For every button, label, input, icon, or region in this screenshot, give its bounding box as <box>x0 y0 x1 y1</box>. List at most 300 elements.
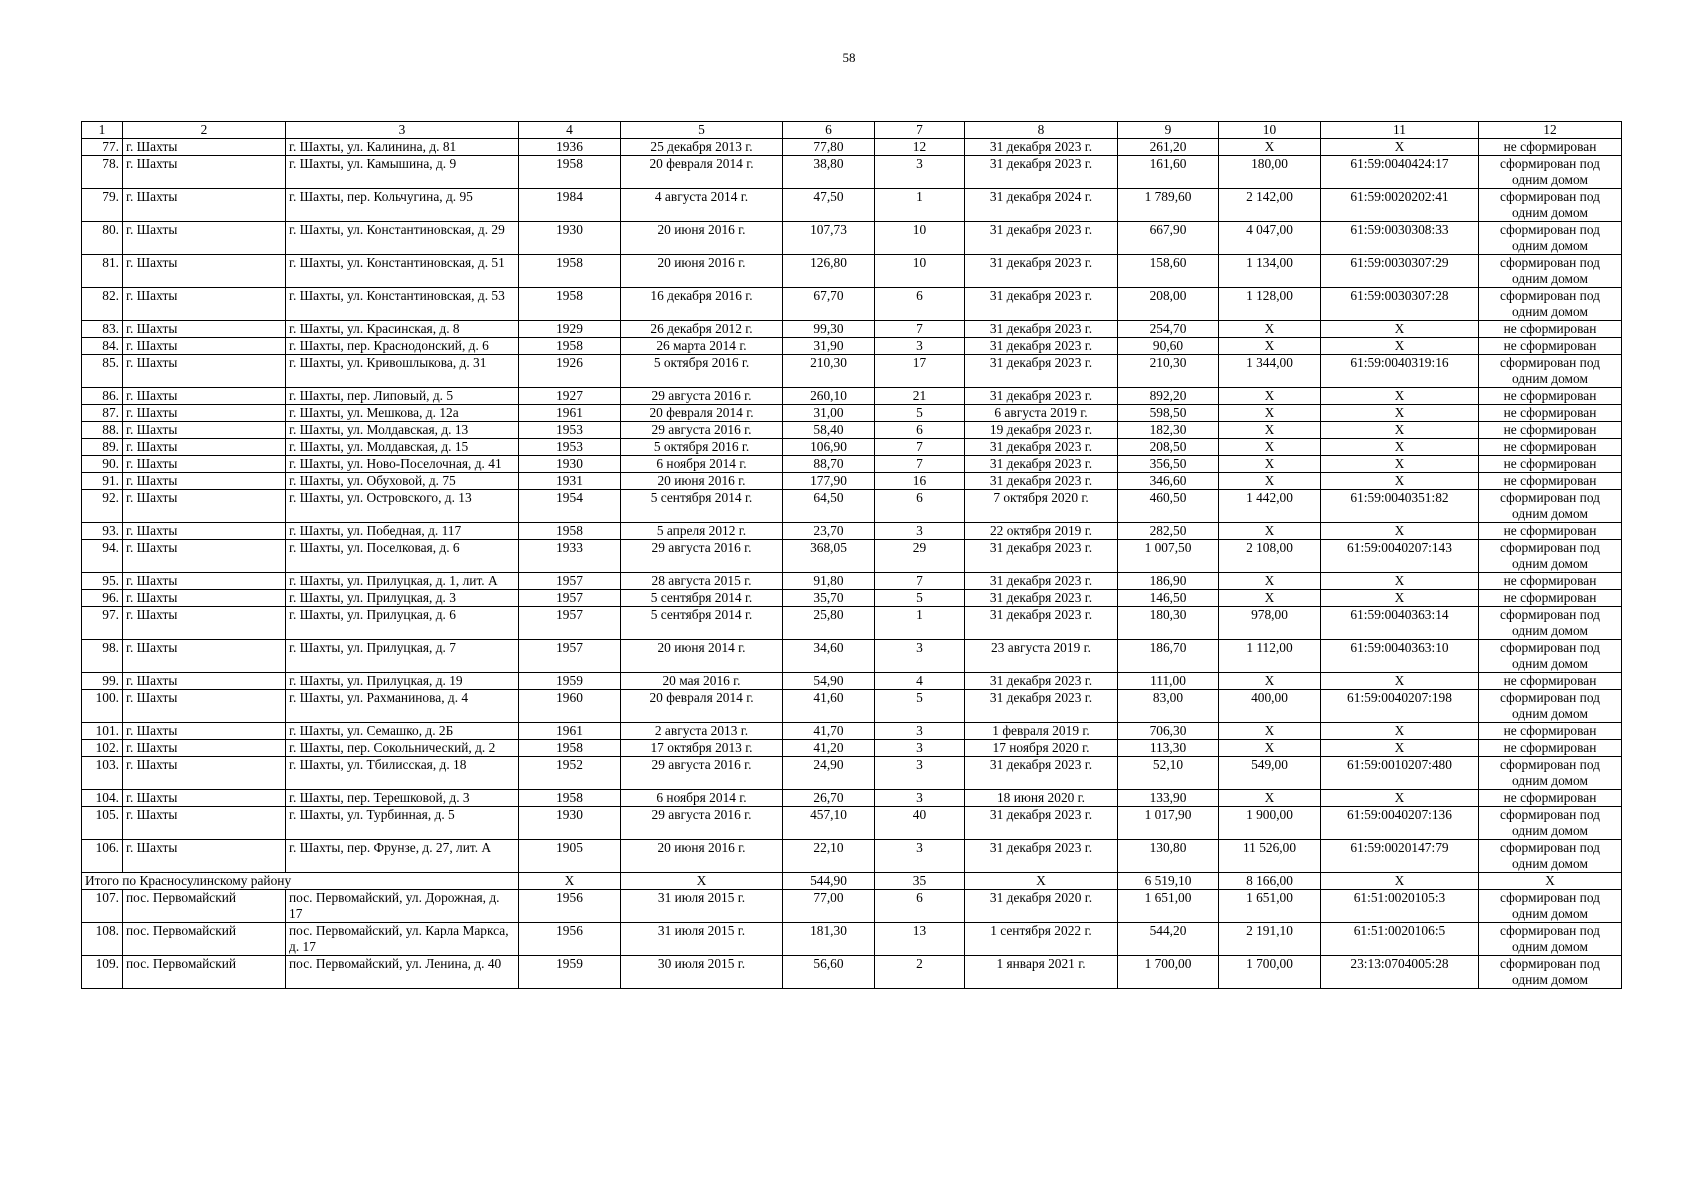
table-row <box>82 439 1622 456</box>
table-cell: X <box>1321 338 1479 355</box>
table-cell: 2 108,00 <box>1219 540 1321 573</box>
table-row <box>82 255 1622 288</box>
table-cell: сформирован под одним домом <box>1479 757 1622 790</box>
table-cell: г. Шахты <box>123 523 286 540</box>
table-cell: 1 700,00 <box>1219 956 1321 989</box>
table-cell: сформирован под одним домом <box>1479 540 1622 573</box>
table-cell: 1 февраля 2019 г. <box>965 723 1118 740</box>
table-cell: 5 октября 2016 г. <box>621 439 783 456</box>
table-cell: 25 декабря 2013 г. <box>621 139 783 156</box>
table-cell: г. Шахты <box>123 640 286 673</box>
table-row <box>82 139 1622 156</box>
table-cell: 7 октября 2020 г. <box>965 490 1118 523</box>
table-cell: 31 декабря 2023 г. <box>965 807 1118 840</box>
table-cell: 1 700,00 <box>1118 956 1219 989</box>
table-cell: 31 декабря 2023 г. <box>965 757 1118 790</box>
table-cell: 1957 <box>519 607 621 640</box>
table-cell: X <box>1219 321 1321 338</box>
table-cell: г. Шахты <box>123 222 286 255</box>
table-cell: 208,50 <box>1118 439 1219 456</box>
table-cell: 6 <box>875 288 965 321</box>
table-cell: г. Шахты <box>123 439 286 456</box>
column-number-header-row <box>82 122 1622 139</box>
table-cell: 17 октября 2013 г. <box>621 740 783 757</box>
table-cell: 181,30 <box>783 923 875 956</box>
table-cell: 77,00 <box>783 890 875 923</box>
table-cell: не сформирован <box>1479 740 1622 757</box>
row-number-cell: 98. <box>82 640 123 673</box>
row-number-cell: 78. <box>82 156 123 189</box>
table-cell: 5 сентября 2014 г. <box>621 490 783 523</box>
table-cell: 20 июня 2016 г. <box>621 255 783 288</box>
table-cell: не сформирован <box>1479 405 1622 422</box>
row-number-cell: 85. <box>82 355 123 388</box>
table-cell: 1956 <box>519 923 621 956</box>
table-cell: 41,60 <box>783 690 875 723</box>
row-number-cell: 81. <box>82 255 123 288</box>
table-cell: 6 <box>875 490 965 523</box>
table-cell: 598,50 <box>1118 405 1219 422</box>
table-row <box>82 321 1622 338</box>
total-cell: 8 166,00 <box>1219 873 1321 890</box>
total-cell: 35 <box>875 873 965 890</box>
table-cell: 20 февраля 2014 г. <box>621 405 783 422</box>
table-cell: X <box>1321 673 1479 690</box>
row-number-cell: 109. <box>82 956 123 989</box>
table-cell: 1961 <box>519 405 621 422</box>
table-cell: не сформирован <box>1479 790 1622 807</box>
table-row <box>82 807 1622 840</box>
row-number-cell: 88. <box>82 422 123 439</box>
table-cell: 61:59:0040363:14 <box>1321 607 1479 640</box>
table-cell: 38,80 <box>783 156 875 189</box>
table-cell: сформирован под одним домом <box>1479 288 1622 321</box>
row-number-cell: 91. <box>82 473 123 490</box>
row-number-cell: 89. <box>82 439 123 456</box>
table-cell: 77,80 <box>783 139 875 156</box>
table-cell: г. Шахты <box>123 288 286 321</box>
table-cell: 23 августа 2019 г. <box>965 640 1118 673</box>
row-number-cell: 95. <box>82 573 123 590</box>
table-cell: 113,30 <box>1118 740 1219 757</box>
table-cell: 186,90 <box>1118 573 1219 590</box>
table-cell: 2 <box>875 956 965 989</box>
table-row <box>82 456 1622 473</box>
table-cell: 88,70 <box>783 456 875 473</box>
table-cell: г. Шахты, пер. Кольчугина, д. 95 <box>286 189 519 222</box>
table-cell: г. Шахты, ул. Прилуцкая, д. 1, лит. А <box>286 573 519 590</box>
table-cell: 20 июня 2014 г. <box>621 640 783 673</box>
table-cell: X <box>1321 388 1479 405</box>
table-cell: 3 <box>875 790 965 807</box>
table-cell: X <box>1321 723 1479 740</box>
table-row <box>82 288 1622 321</box>
table-cell: 3 <box>875 523 965 540</box>
table-cell: г. Шахты, пер. Фрунзе, д. 27, лит. А <box>286 840 519 873</box>
table-cell: г. Шахты <box>123 338 286 355</box>
table-cell: X <box>1321 422 1479 439</box>
table-cell: X <box>1219 338 1321 355</box>
table-cell: X <box>1219 439 1321 456</box>
table-cell: 4 августа 2014 г. <box>621 189 783 222</box>
table-row <box>82 523 1622 540</box>
table-cell: 6 ноября 2014 г. <box>621 456 783 473</box>
table-cell: 31 декабря 2023 г. <box>965 456 1118 473</box>
table-cell: 1957 <box>519 573 621 590</box>
table-cell: сформирован под одним домом <box>1479 189 1622 222</box>
table-cell: г. Шахты <box>123 840 286 873</box>
table-cell: 61:59:0040424:17 <box>1321 156 1479 189</box>
table-cell: 460,50 <box>1118 490 1219 523</box>
table-cell: 978,00 <box>1219 607 1321 640</box>
row-number-cell: 86. <box>82 388 123 405</box>
table-cell: 1959 <box>519 673 621 690</box>
table-cell: сформирован под одним домом <box>1479 490 1622 523</box>
table-cell: 31 декабря 2023 г. <box>965 139 1118 156</box>
table-cell: 1 442,00 <box>1219 490 1321 523</box>
table-row <box>82 388 1622 405</box>
table-cell: 1954 <box>519 490 621 523</box>
table-cell: 31 декабря 2023 г. <box>965 288 1118 321</box>
table-cell: 210,30 <box>1118 355 1219 388</box>
table-cell: сформирован под одним домом <box>1479 840 1622 873</box>
table-cell: г. Шахты <box>123 573 286 590</box>
table-cell: 61:59:0040319:16 <box>1321 355 1479 388</box>
table-cell: 210,30 <box>783 355 875 388</box>
table-cell: 64,50 <box>783 490 875 523</box>
row-number-cell: 94. <box>82 540 123 573</box>
table-row <box>82 540 1622 573</box>
header-cell: 3 <box>286 122 519 139</box>
table-row <box>82 956 1622 989</box>
row-number-cell: 99. <box>82 673 123 690</box>
header-cell: 1 <box>82 122 123 139</box>
table-cell: г. Шахты, ул. Прилуцкая, д. 7 <box>286 640 519 673</box>
table-cell: 1930 <box>519 807 621 840</box>
table-cell: X <box>1321 523 1479 540</box>
table-cell: г. Шахты <box>123 355 286 388</box>
row-number-cell: 84. <box>82 338 123 355</box>
table-cell: г. Шахты, ул. Константиновская, д. 51 <box>286 255 519 288</box>
table-cell: г. Шахты <box>123 156 286 189</box>
row-number-cell: 90. <box>82 456 123 473</box>
table-cell: 90,60 <box>1118 338 1219 355</box>
table-cell: 1930 <box>519 456 621 473</box>
table-cell: 1952 <box>519 757 621 790</box>
table-cell: не сформирован <box>1479 338 1622 355</box>
table-cell: 31 июля 2015 г. <box>621 923 783 956</box>
table-cell: X <box>1219 405 1321 422</box>
table-cell: 6 августа 2019 г. <box>965 405 1118 422</box>
table-cell: 106,90 <box>783 439 875 456</box>
table-cell: г. Шахты, ул. Константиновская, д. 29 <box>286 222 519 255</box>
table-cell: 161,60 <box>1118 156 1219 189</box>
row-number-cell: 102. <box>82 740 123 757</box>
table-cell: 31 декабря 2023 г. <box>965 439 1118 456</box>
table-cell: г. Шахты <box>123 540 286 573</box>
table-cell: 31 декабря 2023 г. <box>965 573 1118 590</box>
table-cell: 261,20 <box>1118 139 1219 156</box>
table-cell: сформирован под одним домом <box>1479 222 1622 255</box>
table-row <box>82 923 1622 956</box>
table-cell: 10 <box>875 222 965 255</box>
table-cell: г. Шахты <box>123 757 286 790</box>
table-cell: X <box>1219 139 1321 156</box>
table-cell: 31 декабря 2023 г. <box>965 156 1118 189</box>
table-cell: 61:59:0040207:198 <box>1321 690 1479 723</box>
total-row <box>82 873 1622 890</box>
table-cell: г. Шахты <box>123 673 286 690</box>
table-cell: X <box>1321 405 1479 422</box>
table-cell: 1956 <box>519 890 621 923</box>
table-cell: не сформирован <box>1479 439 1622 456</box>
table-cell: 20 июня 2016 г. <box>621 222 783 255</box>
table-cell: г. Шахты <box>123 189 286 222</box>
table-cell: г. Шахты, пер. Терешковой, д. 3 <box>286 790 519 807</box>
table-cell: сформирован под одним домом <box>1479 690 1622 723</box>
table-cell: 29 августа 2016 г. <box>621 757 783 790</box>
table-cell: 7 <box>875 456 965 473</box>
table-cell: 133,90 <box>1118 790 1219 807</box>
table-cell: г. Шахты, ул. Мешкова, д. 12а <box>286 405 519 422</box>
table-cell: 1 января 2021 г. <box>965 956 1118 989</box>
table-cell: X <box>1321 456 1479 473</box>
table-cell: 20 мая 2016 г. <box>621 673 783 690</box>
header-cell: 5 <box>621 122 783 139</box>
table-cell: 1926 <box>519 355 621 388</box>
table-cell: г. Шахты, ул. Константиновская, д. 53 <box>286 288 519 321</box>
table-cell: 18 июня 2020 г. <box>965 790 1118 807</box>
table-cell: 19 декабря 2023 г. <box>965 422 1118 439</box>
table-cell: сформирован под одним домом <box>1479 607 1622 640</box>
table-cell: 4 <box>875 673 965 690</box>
table-cell: X <box>1321 740 1479 757</box>
table-cell: 1959 <box>519 956 621 989</box>
table-cell: 17 ноября 2020 г. <box>965 740 1118 757</box>
row-number-cell: 101. <box>82 723 123 740</box>
table-cell: г. Шахты, ул. Островского, д. 13 <box>286 490 519 523</box>
table-cell: 1 134,00 <box>1219 255 1321 288</box>
table-cell: 52,10 <box>1118 757 1219 790</box>
table-cell: 549,00 <box>1219 757 1321 790</box>
registry-table <box>81 121 1622 989</box>
row-number-cell: 83. <box>82 321 123 338</box>
table-cell: 1 112,00 <box>1219 640 1321 673</box>
table-cell: 20 февраля 2014 г. <box>621 690 783 723</box>
row-number-cell: 82. <box>82 288 123 321</box>
table-cell: 1 007,50 <box>1118 540 1219 573</box>
table-cell: 1929 <box>519 321 621 338</box>
table-cell: 3 <box>875 740 965 757</box>
table-cell: X <box>1219 573 1321 590</box>
table-cell: 177,90 <box>783 473 875 490</box>
table-row <box>82 222 1622 255</box>
table-cell: 1931 <box>519 473 621 490</box>
table-cell: 61:59:0010207:480 <box>1321 757 1479 790</box>
table-cell: 5 октября 2016 г. <box>621 355 783 388</box>
table-cell: 28 августа 2015 г. <box>621 573 783 590</box>
table-cell: X <box>1321 590 1479 607</box>
table-cell: 91,80 <box>783 573 875 590</box>
table-row <box>82 723 1622 740</box>
table-cell: не сформирован <box>1479 723 1622 740</box>
table-cell: 61:59:0030307:28 <box>1321 288 1479 321</box>
table-cell: г. Шахты, ул. Рахманинова, д. 4 <box>286 690 519 723</box>
table-cell: пос. Первомайский, ул. Карла Маркса, д. 17 <box>286 923 519 956</box>
table-cell: 5 <box>875 590 965 607</box>
total-cell: X <box>965 873 1118 890</box>
table-cell: г. Шахты, ул. Ново-Поселочная, д. 41 <box>286 456 519 473</box>
table-cell: 17 <box>875 355 965 388</box>
table-cell: 1 <box>875 607 965 640</box>
table-cell: 41,70 <box>783 723 875 740</box>
table-cell: сформирован под одним домом <box>1479 923 1622 956</box>
table-cell: 61:59:0020147:79 <box>1321 840 1479 873</box>
table-cell: г. Шахты, ул. Прилуцкая, д. 19 <box>286 673 519 690</box>
table-cell: 7 <box>875 573 965 590</box>
table-cell: 29 <box>875 540 965 573</box>
table-cell: X <box>1219 740 1321 757</box>
table-cell: 3 <box>875 156 965 189</box>
row-number-cell: 100. <box>82 690 123 723</box>
table-cell: 5 <box>875 690 965 723</box>
table-cell: 13 <box>875 923 965 956</box>
table-cell: 31 декабря 2023 г. <box>965 321 1118 338</box>
table-cell: г. Шахты, ул. Прилуцкая, д. 6 <box>286 607 519 640</box>
table-cell: 2 142,00 <box>1219 189 1321 222</box>
table-cell: 5 <box>875 405 965 422</box>
table-cell: 21 <box>875 388 965 405</box>
table-body <box>82 122 1622 989</box>
table-cell: 31 декабря 2023 г. <box>965 255 1118 288</box>
table-cell: 31 декабря 2024 г. <box>965 189 1118 222</box>
table-cell: 3 <box>875 723 965 740</box>
table-cell: не сформирован <box>1479 573 1622 590</box>
table-cell: г. Шахты <box>123 255 286 288</box>
table-cell: 7 <box>875 439 965 456</box>
table-cell: г. Шахты <box>123 807 286 840</box>
table-cell: 180,00 <box>1219 156 1321 189</box>
table-cell: г. Шахты, ул. Молдавская, д. 15 <box>286 439 519 456</box>
table-cell: г. Шахты, ул. Семашко, д. 2Б <box>286 723 519 740</box>
table-row <box>82 607 1622 640</box>
table-cell: 1 651,00 <box>1219 890 1321 923</box>
table-cell: 29 августа 2016 г. <box>621 422 783 439</box>
table-cell: 180,30 <box>1118 607 1219 640</box>
table-cell: сформирован под одним домом <box>1479 890 1622 923</box>
header-cell: 8 <box>965 122 1118 139</box>
table-cell: 1953 <box>519 439 621 456</box>
table-cell: г. Шахты, ул. Турбинная, д. 5 <box>286 807 519 840</box>
table-cell: 31 декабря 2023 г. <box>965 222 1118 255</box>
table-cell: 47,50 <box>783 189 875 222</box>
row-number-cell: 104. <box>82 790 123 807</box>
table-cell: 61:59:0040207:136 <box>1321 807 1479 840</box>
table-cell: 23,70 <box>783 523 875 540</box>
total-cell: 544,90 <box>783 873 875 890</box>
header-cell: 4 <box>519 122 621 139</box>
table-row <box>82 640 1622 673</box>
table-cell: 31 декабря 2023 г. <box>965 388 1118 405</box>
table-cell: пос. Первомайский <box>123 956 286 989</box>
table-cell: 260,10 <box>783 388 875 405</box>
table-cell: 26 декабря 2012 г. <box>621 321 783 338</box>
table-cell: г. Шахты <box>123 405 286 422</box>
table-cell: 16 <box>875 473 965 490</box>
table-cell: 1958 <box>519 790 621 807</box>
table-cell: г. Шахты, ул. Красинская, д. 8 <box>286 321 519 338</box>
table-cell: 10 <box>875 255 965 288</box>
header-cell: 9 <box>1118 122 1219 139</box>
table-cell: 130,80 <box>1118 840 1219 873</box>
table-cell: 22,10 <box>783 840 875 873</box>
row-number-cell: 77. <box>82 139 123 156</box>
table-cell: 1 017,90 <box>1118 807 1219 840</box>
table-cell: 58,40 <box>783 422 875 439</box>
table-cell: г. Шахты, ул. Поселковая, д. 6 <box>286 540 519 573</box>
table-cell: 1 789,60 <box>1118 189 1219 222</box>
table-cell: 1958 <box>519 338 621 355</box>
table-cell: 22 октября 2019 г. <box>965 523 1118 540</box>
total-cell: X <box>519 873 621 890</box>
table-cell: X <box>1219 523 1321 540</box>
table-cell: 31 декабря 2023 г. <box>965 540 1118 573</box>
table-cell: 31 декабря 2020 г. <box>965 890 1118 923</box>
table-cell: пос. Первомайский <box>123 923 286 956</box>
row-number-cell: 87. <box>82 405 123 422</box>
row-number-cell: 93. <box>82 523 123 540</box>
total-cell: X <box>621 873 783 890</box>
table-cell: 31 декабря 2023 г. <box>965 355 1118 388</box>
table-cell: 5 сентября 2014 г. <box>621 590 783 607</box>
table-cell: 31 декабря 2023 г. <box>965 607 1118 640</box>
table-cell: 7 <box>875 321 965 338</box>
table-cell: 29 августа 2016 г. <box>621 540 783 573</box>
table-cell: пос. Первомайский <box>123 890 286 923</box>
header-cell: 10 <box>1219 122 1321 139</box>
table-cell: г. Шахты <box>123 388 286 405</box>
row-number-cell: 105. <box>82 807 123 840</box>
table-cell: 2 191,10 <box>1219 923 1321 956</box>
table-cell: 61:59:0040351:82 <box>1321 490 1479 523</box>
table-cell: 31 декабря 2023 г. <box>965 690 1118 723</box>
table-cell: г. Шахты, ул. Прилуцкая, д. 3 <box>286 590 519 607</box>
table-cell: X <box>1219 422 1321 439</box>
table-cell: г. Шахты, пер. Сокольнический, д. 2 <box>286 740 519 757</box>
table-cell: г. Шахты, ул. Молдавская, д. 13 <box>286 422 519 439</box>
table-cell: г. Шахты <box>123 740 286 757</box>
table-cell: X <box>1219 388 1321 405</box>
table-cell: 4 047,00 <box>1219 222 1321 255</box>
table-cell: 400,00 <box>1219 690 1321 723</box>
table-cell: 3 <box>875 757 965 790</box>
header-cell: 2 <box>123 122 286 139</box>
total-cell: X <box>1479 873 1622 890</box>
table-cell: 34,60 <box>783 640 875 673</box>
row-number-cell: 80. <box>82 222 123 255</box>
table-row <box>82 690 1622 723</box>
table-cell: 1905 <box>519 840 621 873</box>
table-cell: г. Шахты <box>123 321 286 338</box>
table-cell: 83,00 <box>1118 690 1219 723</box>
table-cell: X <box>1321 573 1479 590</box>
table-cell: 30 июля 2015 г. <box>621 956 783 989</box>
table-cell: 20 февраля 2014 г. <box>621 156 783 189</box>
table-cell: г. Шахты, пер. Краснодонский, д. 6 <box>286 338 519 355</box>
table-cell: г. Шахты, ул. Тбилисская, д. 18 <box>286 757 519 790</box>
table-cell: 25,80 <box>783 607 875 640</box>
table-row <box>82 189 1622 222</box>
